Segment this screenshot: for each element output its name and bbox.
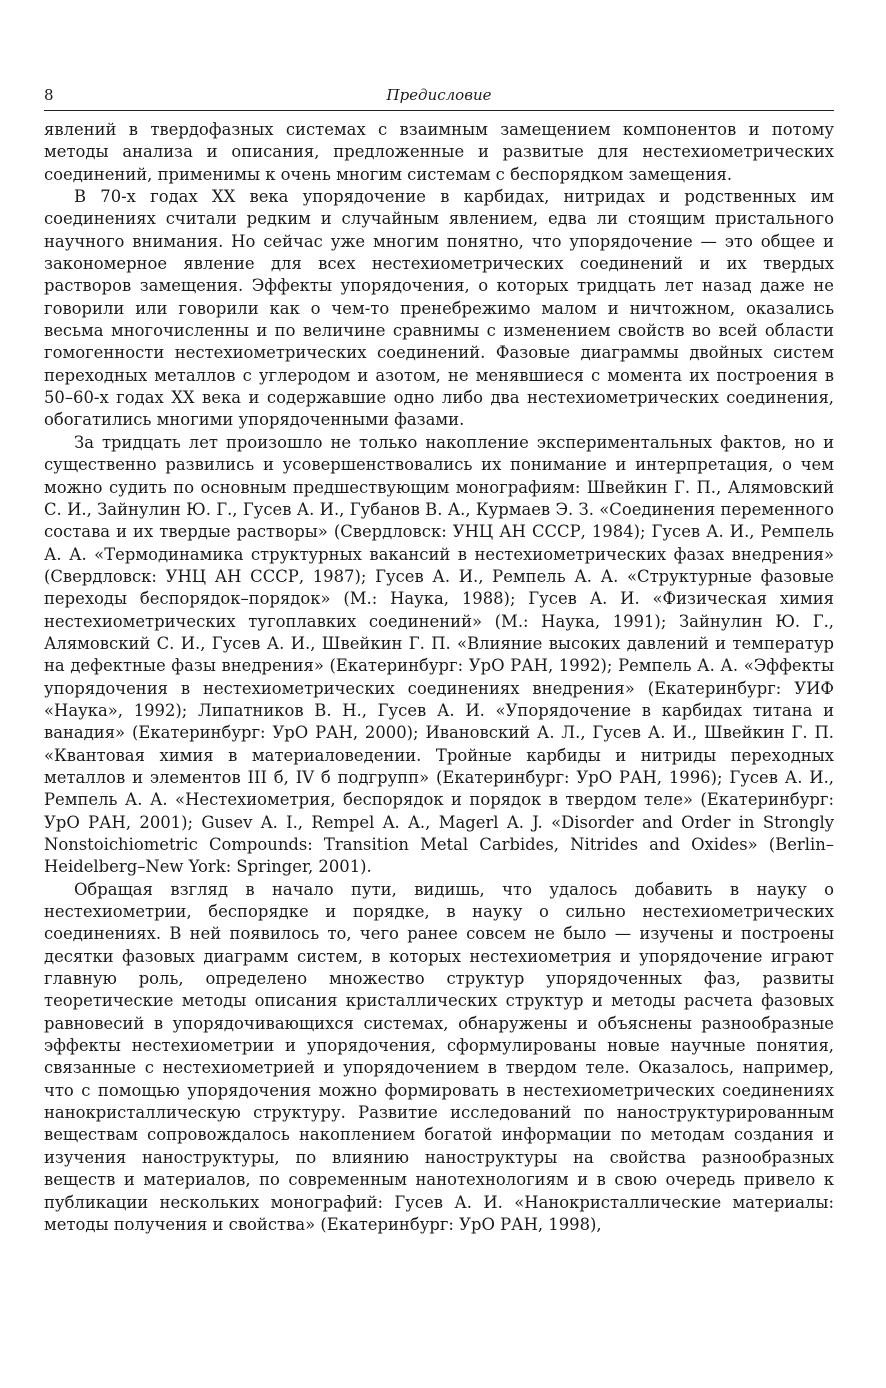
paragraph: В 70-х годах XX века упорядочение в карбидах, нитридах и родственных им соединениях считали редким и случайным явлением, едва ли стоящим пристального научного внимания. Но сейчас уже многим понятно, что упорядочение — это общее и закономерное явление для всех нестехиометрических соединений и их твердых растворов замещения. Эффекты упорядочения, о которых тридцать лет назад даже не говорили или говорили как о чем-то пренебрежимо малом и ничтожном, оказались весьма многочисленны и по величине сравнимы с изменением свойств во всей области гомогенности нестехиометрических соединений. Фазовые диаграммы двойных систем переходных металлов с углеродом и азотом, не менявшиеся с момента их построения в 50–60-х годах XX века и содержавшие одно либо два нестехиометрических соединения, обогатились многими упорядоченными фазами.	[44, 187, 834, 430]
book-page	[44, 84, 834, 1236]
section-title: Предисловие	[386, 86, 492, 104]
paragraph: За тридцать лет произошло не только накопление экспериментальных фактов, но и существенно развились и усовершенствовались их понимание и интерпретация, о чем можно судить по основным предшествующим монографиям: Швейкин Г. П., Алямовский С. И., Зайнулин Ю. Г., Гусев А. И., Губанов В. А., Курмаев Э. З. «Соединения переменного состава и их твердые растворы» (Свердловск: УНЦ АН СССР, 1984); Гусев А. И., Ремпель А. А. «Термодинамика структурных вакансий в нестехиометрических фазах внедрения» (Свердловск: УНЦ АН СССР, 1987); Гусев А. И., Ремпель А. А. «Структурные фазовые переходы беспорядок–порядок» (М.: Наука, 1988); Гусев А. И. «Физическая химия нестехиометрических тугоплавких соединений» (М.: Наука, 1991); Зайнулин Ю. Г., Алямовский С. И., Гусев А. И., Швейкин Г. П. «Влияние высоких давлений и температур на дефектные фазы внедрения» (Екатеринбург: УрО РАН, 1992); Ремпель А. А. «Эффекты упорядочения в нестехиометрических соединениях внедрения» (Екатеринбург: УИФ «Наука», 1992); Липатников В. Н., Гусев А. И. «Упорядочение в карбидах титана и ванадия» (Екатеринбург: УрО РАН, 2000); Ивановский А. Л., Гусев А. И., Швейкин Г. П. «Квантовая химия в материаловедении. Тройные карбиды и нитриды переходных металлов и элементов III б, IV б подгрупп» (Екатеринбург: УрО РАН, 1996); Гусев А. И., Ремпель А. А. «Нестехиометрия, беспорядок и порядок в твердом теле» (Екатеринбург: УрО РАН, 2001); Gusev A. I., Rempel A. A., Magerl A. J. «Disorder and Order in Strongly Nonstoichiometric Compounds: Transition Metal Carbides, Nitrides and Oxides» (Berlin–Heidelberg–New York: Springer, 2001).	[44, 432, 834, 877]
paragraph: явлений в твердофазных системах с взаимным замещением компонентов и потому методы анализа и описания, предложенные и развитые для нестехиометрических соединений, применимы к очень многим системам с беспорядком замещения.	[44, 120, 834, 184]
paragraph: Обращая взгляд в начало пути, видишь, что удалось добавить в науку о нестехиометрии, беспорядке и порядке, в науку о сильно нестехиометрических соединениях. В ней появилось то, чего ранее совсем не было — изучены и построены десятки фазовых диаграмм систем, в которых нестехиометрия и упорядочение играют главную роль, определено множество структур упорядоченных фаз, развиты теоретические методы описания кристаллических структур и методы расчета фазовых равновесий в упорядочивающихся системах, обнаружены и объяснены разнообразные эффекты нестехиометрии и упорядочения, сформулированы новые научные понятия, связанные с нестехиометрией и упорядочением в твердом теле. Оказалось, например, что с помощью упорядочения можно формировать в нестехиометрических соединениях нанокристаллическую структуру. Развитие исследований по наноструктурированным веществам сопровождалось накоплением богатой информации по методам создания и изучения наноструктуры, по влиянию наноструктуры на свойства разнообразных веществ и материалов, по современным нанотехнологиям и в свою очередь привело к публикации нескольких монографий: Гусев А. И. «Нанокристаллические материалы: методы получения и свойства» (Екатеринбург: УрО РАН, 1998),	[44, 879, 834, 1234]
running-head	[44, 84, 834, 111]
body-text	[44, 119, 834, 1236]
page-number: 8	[44, 86, 54, 104]
